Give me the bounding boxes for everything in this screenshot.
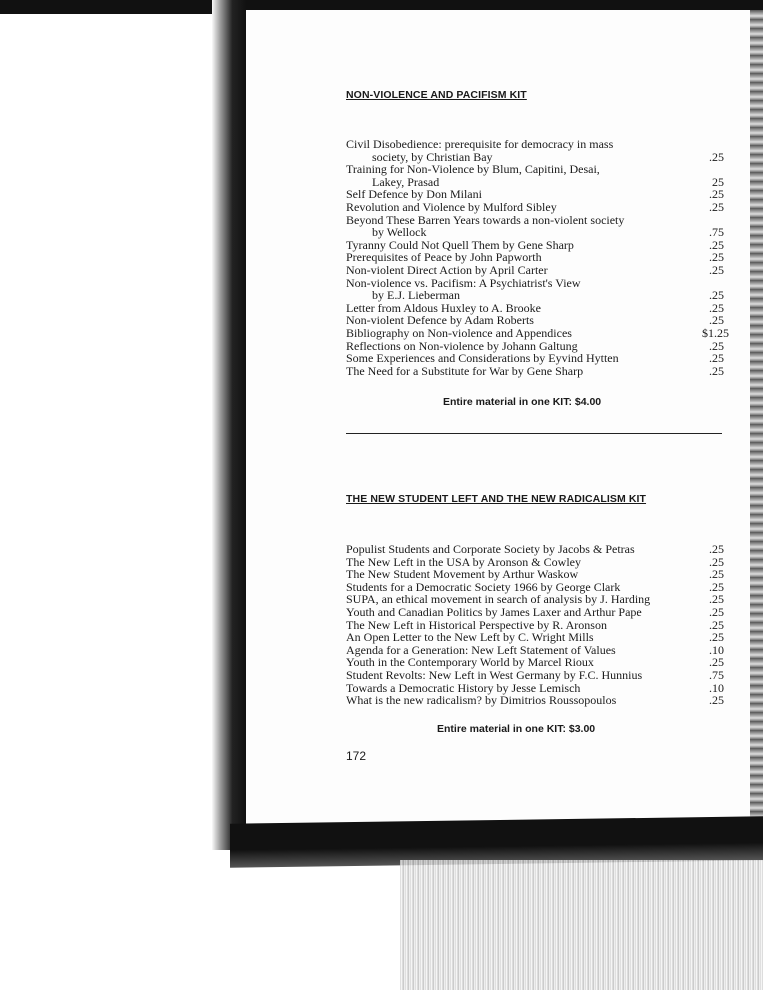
entry-title-continuation: by E.J. Lieberman: [372, 288, 460, 303]
entry-title-line: The New Student Movement by Arthur Waskow: [346, 567, 579, 582]
entry-price: .25: [709, 288, 724, 303]
entry-price: .25: [709, 554, 724, 569]
list-item: [346, 694, 724, 707]
entry-title-line: Non-violent Defence by Adam Roberts: [346, 313, 534, 328]
entry-title-line: Bibliography on Non-violence and Appendices: [346, 325, 572, 340]
entry-title: [346, 365, 702, 378]
entry-title-line: An Open Letter to the New Left by C. Wright Mills: [346, 630, 594, 645]
entry-title-continuation: society, by Christian Bay: [372, 149, 493, 164]
entry-price: .25: [709, 199, 724, 214]
entry-title-line: Agenda for a Generation: New Left Statement of Values: [346, 642, 616, 657]
entry-title-continuation: by Wellock: [372, 225, 427, 240]
entry-price: .25: [709, 149, 724, 164]
entry-title-line: Some Experiences and Considerations by Eyvind Hytten: [346, 351, 619, 366]
entry-price: $1.25: [702, 325, 729, 340]
entry-title-line: Non-violence vs. Pacifism: A Psychiatrist's View: [346, 275, 581, 290]
book-spine-shadow: [212, 0, 246, 850]
entry-title-line: Students for a Democratic Society 1966 by George Clark: [346, 579, 621, 594]
kit2-entry-list: [346, 543, 724, 707]
entry-price: .75: [709, 225, 724, 240]
entry-price: .25: [709, 187, 724, 202]
entry-title-line: Youth in the Contemporary World by Marcel Rioux: [346, 655, 594, 670]
entry-price: .25: [709, 604, 724, 619]
entry-title-continuation: Lakey, Prasad: [372, 174, 440, 189]
entry-price: .25: [709, 237, 724, 252]
entry-price: .25: [709, 579, 724, 594]
entry-title-line: SUPA, an ethical movement in search of analysis by J. Harding: [346, 592, 651, 607]
kit1-heading: NON-VIOLENCE AND PACIFISM KIT: [346, 89, 527, 101]
entry-title: [346, 163, 702, 188]
entry-title-line: The Need for a Substitute for War by Gene Sharp: [346, 363, 584, 378]
entry-price: .25: [709, 313, 724, 328]
entry-price: 25: [712, 174, 724, 189]
entry-title-line: Populist Students and Corporate Society by Jacobs & Petras: [346, 542, 635, 556]
entry-title: [346, 214, 702, 239]
entry-title: [346, 694, 702, 707]
entry-price: .25: [709, 630, 724, 645]
entry-title-line: The New Left in the USA by Aronson & Cowley: [346, 554, 581, 569]
kit1-entry-list: [346, 137, 729, 378]
entry-price: .25: [709, 592, 724, 607]
entry-title-line: Youth and Canadian Politics by James Laxer and Arthur Pape: [346, 604, 642, 619]
entry-price: .25: [709, 617, 724, 632]
entry-price: .25: [709, 250, 724, 265]
entry-title-line: Letter from Aldous Huxley to A. Brooke: [346, 300, 541, 315]
entry-title-line: Student Revolts: New Left in West Germany by F.C. Hunnius: [346, 667, 643, 682]
kit2-total: Entire material in one KIT: $3.00: [437, 723, 596, 735]
entry-price: .25: [709, 363, 724, 378]
entry-title-line: Revolution and Violence by Mulford Sibley: [346, 199, 557, 214]
page-edge-texture: [750, 10, 763, 840]
entry-title-line: Prerequisites of Peace by John Papworth: [346, 250, 542, 265]
scan-bottom-texture: [400, 860, 763, 990]
entry-price: .25: [709, 338, 724, 353]
entry-title-line: Reflections on Non-violence by Johann Galtung: [346, 338, 578, 353]
entry-price: .25: [709, 693, 724, 708]
entry-price: .10: [709, 680, 724, 695]
entry-price: .25: [709, 567, 724, 582]
entry-title-line: What is the new radicalism? by Dimitrios Roussopoulos: [346, 693, 617, 708]
entry-price: .25: [709, 655, 724, 670]
page-number: 172: [346, 749, 367, 763]
list-item: [346, 214, 724, 239]
entry-price: .25: [709, 351, 724, 366]
list-item: [346, 163, 724, 188]
entry-title: [346, 277, 702, 302]
entry-title-line: Self Defence by Don Milani: [346, 187, 482, 202]
list-item: [346, 365, 724, 378]
entry-price: .25: [709, 300, 724, 315]
entry-price: .25: [709, 262, 724, 277]
entry-title-line: Towards a Democratic History by Jesse Lemisch: [346, 680, 581, 695]
entry-title-line: Tyranny Could Not Quell Them by Gene Sharp: [346, 237, 574, 252]
entry-title-line: The New Left in Historical Perspective by R. Aronson: [346, 617, 607, 632]
entry-price: .25: [709, 542, 724, 556]
entry-title-line: Beyond These Barren Years towards a non-violent society: [346, 212, 625, 227]
list-item: [346, 138, 724, 163]
section-divider: [346, 433, 722, 434]
entry-title-line: Civil Disobedience: prerequisite for democracy in mass: [346, 137, 614, 151]
entry-title: [346, 138, 702, 163]
entry-title-line: Non-violent Direct Action by April Carter: [346, 262, 548, 277]
entry-title-line: Training for Non-Violence by Blum, Capitini, Desai,: [346, 162, 600, 177]
entry-price: .10: [709, 642, 724, 657]
list-item: [346, 277, 724, 302]
kit1-total: Entire material in one KIT: $4.00: [443, 396, 602, 408]
entry-price: .75: [709, 667, 724, 682]
kit2-heading: THE NEW STUDENT LEFT AND THE NEW RADICALISM KIT: [346, 493, 647, 505]
